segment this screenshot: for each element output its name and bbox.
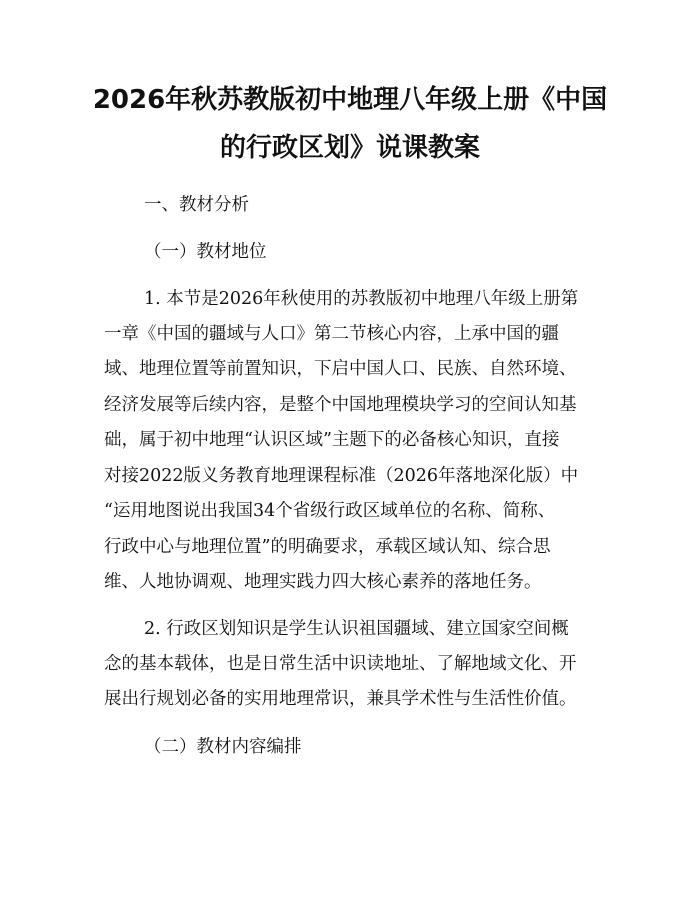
paragraph-1-line: 1. 本节是2026年秋使用的苏教版初中地理八年级上册第: [144, 289, 579, 309]
section-heading-teaching-material-analysis: 一、教材分析: [144, 195, 249, 215]
paragraph-2-line: 念的基本载体，也是日常生活中识读地址、了解地域文化、开: [104, 654, 577, 674]
paragraph-1-line: 域、地理位置等前置知识，下启中国人口、民族、自然环境、: [104, 359, 577, 379]
document-title-line-1: 2026年秋苏教版初中地理八年级上册《中国: [92, 85, 608, 115]
subsection-heading-content-arrangement: （二）教材内容编排: [144, 737, 302, 757]
document-title-line-2: 的行政区划》说课教案: [219, 133, 480, 163]
paragraph-1-line: “运用地图说出我国34个省级行政区域单位的名称、简称、: [104, 501, 556, 521]
subsection-heading-material-status: （一）教材地位: [144, 242, 267, 262]
paragraph-1-line: 础，属于初中地理“认识区域”主题下的必备核心知识，直接: [104, 430, 560, 450]
paragraph-1-line: 行政中心与地理位置”的明确要求，承载区域认知、综合思: [104, 537, 551, 557]
paragraph-2-line: 展出行规划必备的实用地理常识，兼具学术性与生活性价值。: [104, 689, 577, 709]
paragraph-1-line: 对接2022版义务教育地理课程标准（2026年落地深化版）中: [104, 466, 579, 486]
paragraph-2-line: 2. 行政区划知识是学生认识祖国疆域、建立国家空间概: [144, 619, 569, 639]
paragraph-1-line: 一章《中国的疆域与人口》第二节核心内容，上承中国的疆: [104, 324, 559, 344]
paragraph-1-line: 经济发展等后续内容，是整个中国地理模块学习的空间认知基: [104, 395, 577, 415]
paragraph-1-line: 维、人地协调观、地理实践力四大核心素养的落地任务。: [104, 572, 542, 592]
